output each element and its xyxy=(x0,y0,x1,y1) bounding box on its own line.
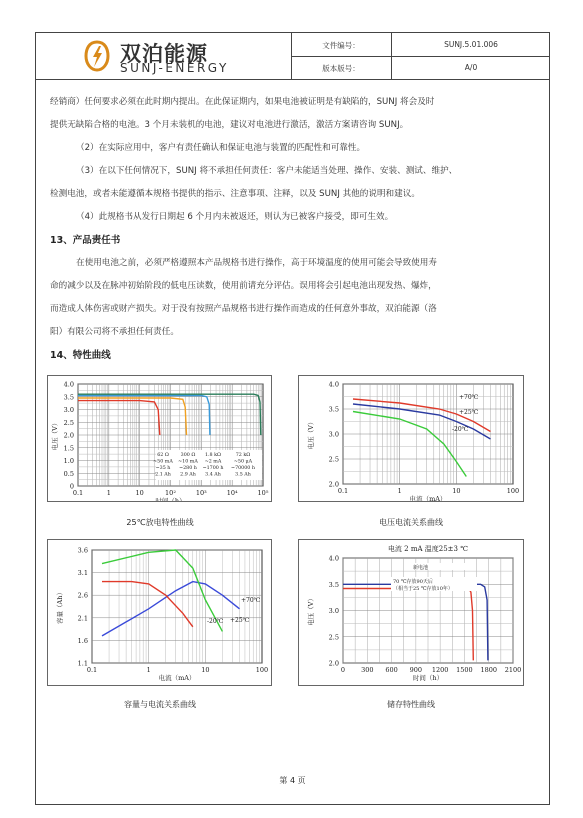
para4: （4）此规格书从发行日期起 6 个月内未被返还，则认为已被客户接受，即可生效。 xyxy=(76,212,394,222)
section13-line4: 阳）有限公司将不承担任何责任。 xyxy=(50,327,179,337)
y-tick-label: 2.5 xyxy=(328,455,339,464)
x-tick-label: 1500 xyxy=(456,666,473,674)
legend-text: 2.1 Ah xyxy=(155,472,171,478)
document-header xyxy=(36,33,549,80)
chart-title: 电流 2 mA 温度25±3 ℃ xyxy=(387,545,469,553)
y-tick-label: 3.5 xyxy=(328,580,339,589)
fig4-caption: 储存特性曲线 xyxy=(387,700,435,709)
legend-text: ~1700 h xyxy=(202,466,224,471)
legend-text: 62 Ω xyxy=(157,453,169,458)
fig1-caption: 25℃放电特性曲线 xyxy=(126,518,194,527)
x-tick-label: 10⁴ xyxy=(226,489,238,497)
legend-text: 3.4 Ah xyxy=(205,472,221,478)
y-tick-label: 1.1 xyxy=(77,659,88,668)
y-tick-label: 3.6 xyxy=(77,546,88,555)
x-tick-label: 0 xyxy=(340,666,346,674)
legend-text: 3.5 Ah xyxy=(235,472,251,478)
y-axis-label: 容量（Ah） xyxy=(56,589,64,624)
series-label-plus70: +70℃ xyxy=(241,597,261,604)
series-label-plus25: +25℃ xyxy=(459,409,479,416)
y-tick-label: 1.6 xyxy=(77,636,88,645)
x-tick-label: 10 xyxy=(135,489,144,497)
x-tick-label: 900 xyxy=(409,666,423,674)
y-tick-label: 2.0 xyxy=(63,431,74,440)
x-tick-label: 300 xyxy=(361,666,374,674)
series-label-minus20: -20℃ xyxy=(207,618,224,625)
chart-discharge-svg xyxy=(48,376,271,501)
legend-text: ~10 mA xyxy=(178,459,198,465)
x-tick-label: 10 xyxy=(452,487,461,495)
company-name-en: SUNJ-ENERGY xyxy=(120,61,229,75)
x-tick-label: 10² xyxy=(165,489,176,497)
legend-text: ~70000 h xyxy=(231,466,255,471)
legend-text: ~50 μA xyxy=(233,459,253,465)
x-tick-label: 1 xyxy=(397,487,402,495)
legend-text: 300 Ω xyxy=(180,453,196,458)
para3-line2: 检测电池，或者未能遵循本规格书提供的指示、注意事项、注释，以及 SUNJ 其他的说明和建议。 xyxy=(50,189,420,199)
y-axis-label: 电压（V） xyxy=(307,418,315,450)
y-axis-label: 电压（V） xyxy=(51,419,59,451)
x-tick-label: 0.1 xyxy=(72,489,84,497)
chart-voltage-current-svg xyxy=(299,376,523,501)
y-tick-label: 1.5 xyxy=(63,444,74,453)
x-tick-label: 10³ xyxy=(195,489,207,497)
y-axis-label: 电压（V） xyxy=(307,595,315,626)
y-tick-label: 4.0 xyxy=(328,554,339,563)
legend-text: 2.9 Ah xyxy=(180,472,196,478)
fig2-caption: 电压电流关系曲线 xyxy=(379,518,443,527)
header-info-table xyxy=(291,33,549,79)
chart-voltage-current xyxy=(298,375,524,502)
legend-text: 72 kΩ xyxy=(235,453,251,458)
x-tick-label: 1200 xyxy=(431,666,449,674)
x-axis-label: 电流（mA） xyxy=(409,495,447,501)
doc-number-label: 文件编号： xyxy=(322,41,360,50)
series-label-plus25: +25℃ xyxy=(230,617,250,624)
legend-text: ~50 mA xyxy=(153,459,173,465)
x-tick-label: 0.1 xyxy=(337,487,349,495)
x-axis-label: 时间（h） xyxy=(412,674,444,682)
version-label: 版本版号： xyxy=(322,64,360,73)
y-tick-label: 4.0 xyxy=(63,380,74,389)
annotation-stored: 70 ℃存放90天后 xyxy=(393,579,433,585)
y-tick-label: 2.0 xyxy=(328,480,339,489)
x-tick-label: 2100 xyxy=(504,666,522,674)
doc-number-row xyxy=(291,33,549,57)
legend-text: ~2 mA xyxy=(204,459,222,465)
para2: （2）在实际应用中，客户有责任确认和保证电池与装置的匹配性和可靠性。 xyxy=(76,143,366,153)
version-value: A/0 xyxy=(391,56,550,79)
x-tick-label: 10 xyxy=(201,666,210,674)
section14-title: 14、特性曲线 xyxy=(50,350,111,361)
section13-line3: 而造成人体伤害或财产损失。对于没有按照产品规格书进行操作而造成的任何意外事故，双泊能源（洛 xyxy=(50,304,437,314)
x-tick-label: 600 xyxy=(385,666,398,674)
section13-line2: 命的减少以及在脉冲初始阶段的低电压读数，使用前请充分评估。误用将会引起电池出现发热、爆炸， xyxy=(50,281,437,291)
y-tick-label: 3.1 xyxy=(77,569,88,578)
y-tick-label: 3.0 xyxy=(328,607,339,615)
chart-storage xyxy=(298,539,524,686)
page-number: 第 4 页 xyxy=(279,776,306,785)
section13-line1: 在使用电池之前，必须严格遵照本产品规格书进行操作，高于环境温度的使用可能会导致使用寿 xyxy=(76,258,437,268)
annotation-new-cell: 新电池 xyxy=(413,565,429,571)
x-axis-label: 时间（h） xyxy=(155,497,186,501)
y-tick-label: 2.5 xyxy=(328,633,339,642)
company-name-cn: 双泊能源 xyxy=(120,42,208,66)
y-tick-label: 3.0 xyxy=(328,430,339,439)
doc-number-value: SUNJ.5.01.006 xyxy=(391,33,550,56)
chart-capacity-current xyxy=(47,539,272,686)
y-tick-label: 2.6 xyxy=(77,591,88,600)
chart-storage-svg xyxy=(299,540,523,685)
x-axis-label: 电流（mA） xyxy=(158,674,196,682)
annotation-stored-note: （相当于25 ℃存放10年） xyxy=(393,586,453,592)
x-tick-label: 100 xyxy=(255,666,269,674)
legend-text: 1.8 kΩ xyxy=(204,453,222,458)
y-tick-label: 1.0 xyxy=(63,457,74,465)
para1-line2: 提供无缺陷合格的电池。3 个月未装机的电池，建议对电池进行激活，激活方案请咨询 SUNJ。 xyxy=(50,120,409,130)
y-tick-label: 2.5 xyxy=(63,418,74,427)
y-tick-label: 4.0 xyxy=(328,380,339,389)
section13-title: 13、产品责任书 xyxy=(50,235,121,246)
chart-discharge xyxy=(47,375,272,502)
x-tick-label: 10⁵ xyxy=(257,489,269,497)
legend-text: ~280 h xyxy=(179,466,197,471)
x-tick-label: 0.1 xyxy=(86,666,98,674)
series-label-minus20: -20℃ xyxy=(452,426,469,433)
x-tick-label: 100 xyxy=(506,487,520,495)
version-row xyxy=(291,56,549,79)
y-tick-label: 2.0 xyxy=(328,659,339,668)
y-tick-label: 3.0 xyxy=(63,406,74,414)
y-tick-label: 3.5 xyxy=(328,405,339,414)
y-tick-label: 3.5 xyxy=(63,393,74,402)
series-label-plus70: +70℃ xyxy=(459,394,479,401)
fig3-caption: 容量与电流关系曲线 xyxy=(124,700,196,709)
legend-text: ~35 h xyxy=(155,466,171,471)
company-logo xyxy=(36,33,292,79)
x-tick-label: 1 xyxy=(106,489,111,497)
x-tick-label: 1800 xyxy=(480,666,497,674)
para1-line1: 经销商）任何要求必须在此时期内提出。在此保证期内，如果电池被证明是有缺陷的，SUNJ 将会及时 xyxy=(50,97,435,107)
page-frame xyxy=(35,32,550,805)
y-tick-label: 0 xyxy=(69,482,74,491)
logo-emblem-icon xyxy=(84,40,110,72)
chart-capacity-current-svg xyxy=(48,540,271,685)
para3-line1: （3）在以下任何情况下，SUNJ 将不承担任何责任：客户未能适当处理、操作、安装、测试、维护、 xyxy=(76,166,458,176)
document-body xyxy=(50,91,540,367)
x-tick-label: 1 xyxy=(146,666,151,674)
y-tick-label: 0.5 xyxy=(63,469,74,478)
y-tick-label: 2.1 xyxy=(77,614,88,623)
